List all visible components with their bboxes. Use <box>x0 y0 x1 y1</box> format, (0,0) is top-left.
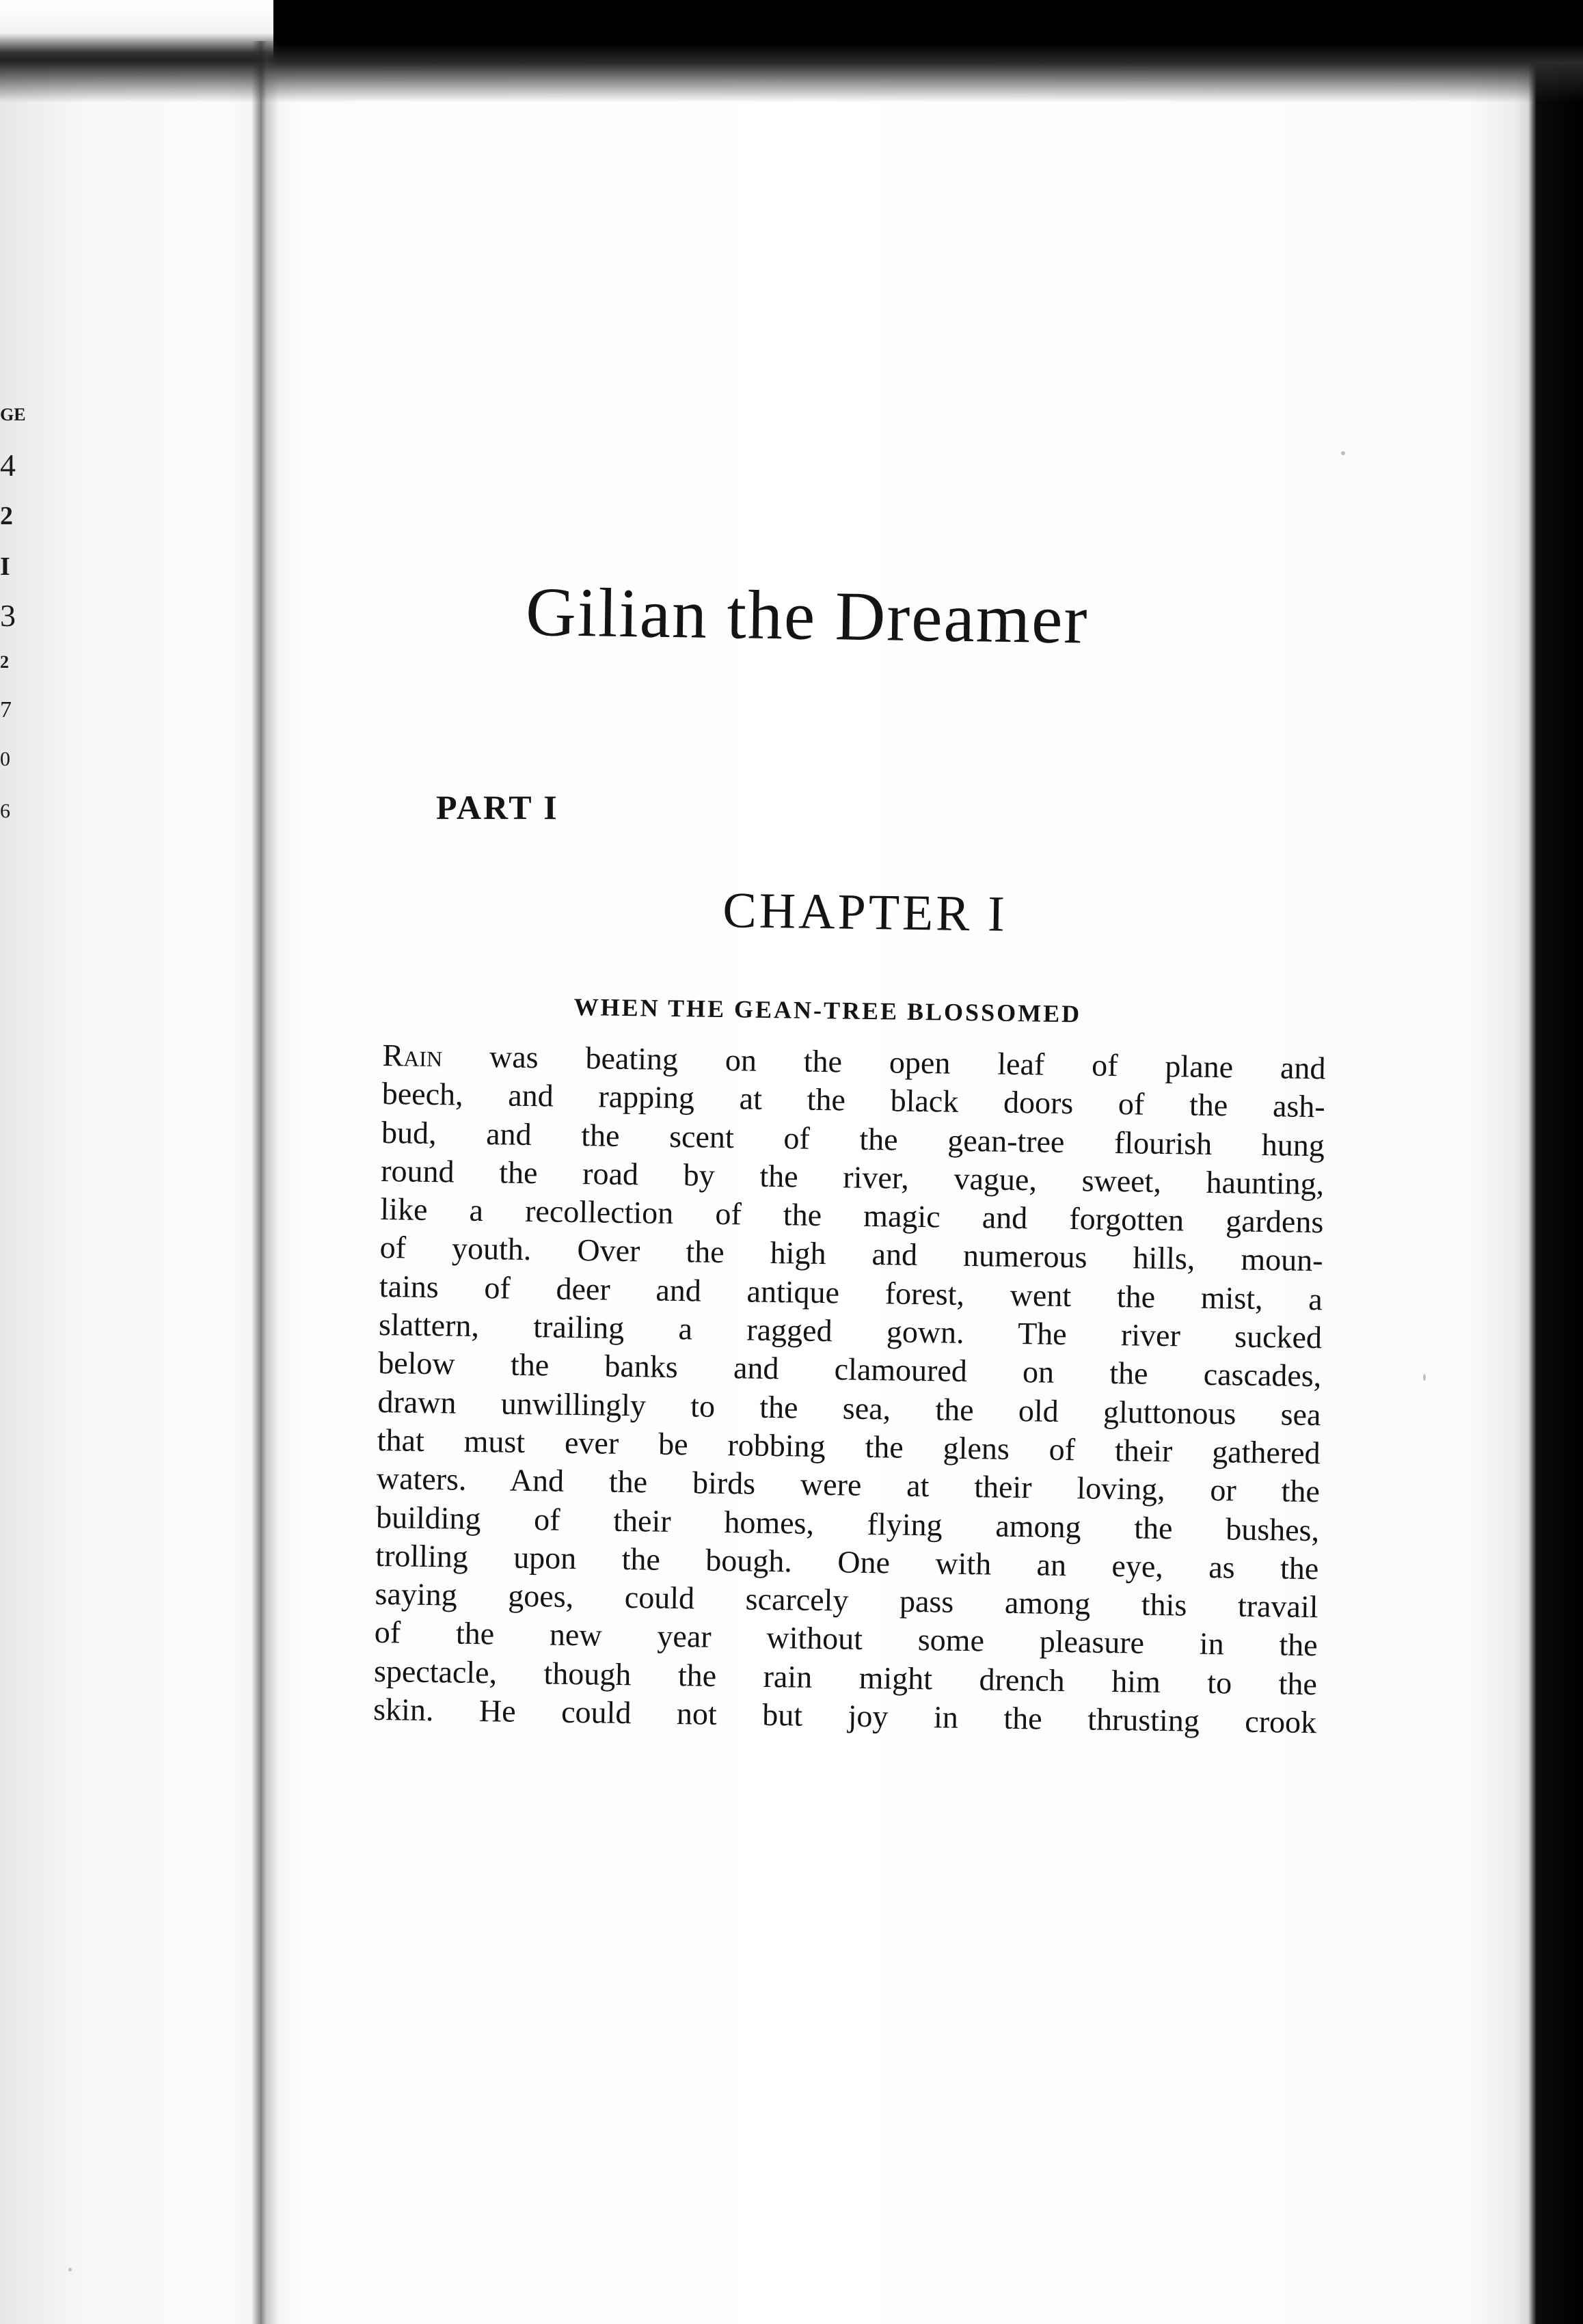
previous-page-margin <box>0 383 27 861</box>
previous-page-fragment: 3 <box>0 598 16 633</box>
previous-page-fragment: 7 <box>0 697 12 722</box>
body-line: like a recollection of the magic and forgotten gardens <box>380 1191 1324 1240</box>
body-line: beech, and rapping at the black doors of the ash- <box>381 1076 1326 1124</box>
book-title: Gilian the Dreamer <box>525 573 1090 659</box>
body-line: slattern, trailing a ragged gown. The river sucked <box>378 1307 1323 1355</box>
paper-speck <box>1423 1374 1426 1381</box>
body-line: trolling upon the bough. One with an eye, as the <box>375 1537 1319 1586</box>
body-line: spectacle, though the rain might drench him to the <box>373 1653 1318 1701</box>
body-line: of the new year without some pleasure in the <box>374 1614 1318 1663</box>
body-line: round the road by the river, vague, sweet, haunting, <box>380 1152 1325 1202</box>
body-line-text: was beating on the open leaf of plane and <box>442 1038 1326 1086</box>
previous-page-fragment: 4 <box>0 448 16 483</box>
paper-speck <box>68 2268 72 2271</box>
body-line: bud, and the scent of the gean-tree flourish hung <box>381 1114 1325 1163</box>
body-line: building of their homes, flying among the bushes, <box>375 1499 1320 1548</box>
previous-page-fragment: I <box>0 552 10 581</box>
body-line: tains of deer and antique forest, went the mist, a <box>379 1268 1323 1317</box>
book-gutter <box>252 41 279 2324</box>
body-line: saying goes, could scarcely pass among this travail <box>375 1576 1318 1625</box>
previous-page-fragment: 6 <box>0 800 10 822</box>
top-shadow-left-page <box>0 0 273 60</box>
previous-page-fragment: 2 <box>0 652 9 672</box>
previous-page-fragment: GE <box>0 405 26 424</box>
body-line: of youth. Over the high and numerous hills, moun- <box>379 1230 1323 1278</box>
body-line: waters. And the birds were at their loving, or the <box>376 1461 1321 1509</box>
body-line: below the banks and clamoured on the cascades, <box>377 1345 1322 1394</box>
chapter-body-text <box>373 1036 1326 1742</box>
previous-page-fragment: 0 <box>0 748 10 770</box>
body-line: that must ever be robbing the glens of their gathered <box>377 1422 1321 1471</box>
part-label: PART I <box>436 788 559 826</box>
chapter-heading: CHAPTER I <box>722 882 1008 943</box>
body-line: drawn unwillingly to the sea, the old gluttonous sea <box>377 1383 1321 1432</box>
body-line: skin. He could not but joy in the thrusting crook <box>373 1691 1317 1740</box>
chapter-subtitle: WHEN THE GEAN-TREE BLOSSOMED <box>573 992 1082 1028</box>
paper-speck <box>1341 451 1345 455</box>
previous-page-fragment: 2 <box>0 502 13 530</box>
opening-word: Rain <box>382 1037 443 1074</box>
